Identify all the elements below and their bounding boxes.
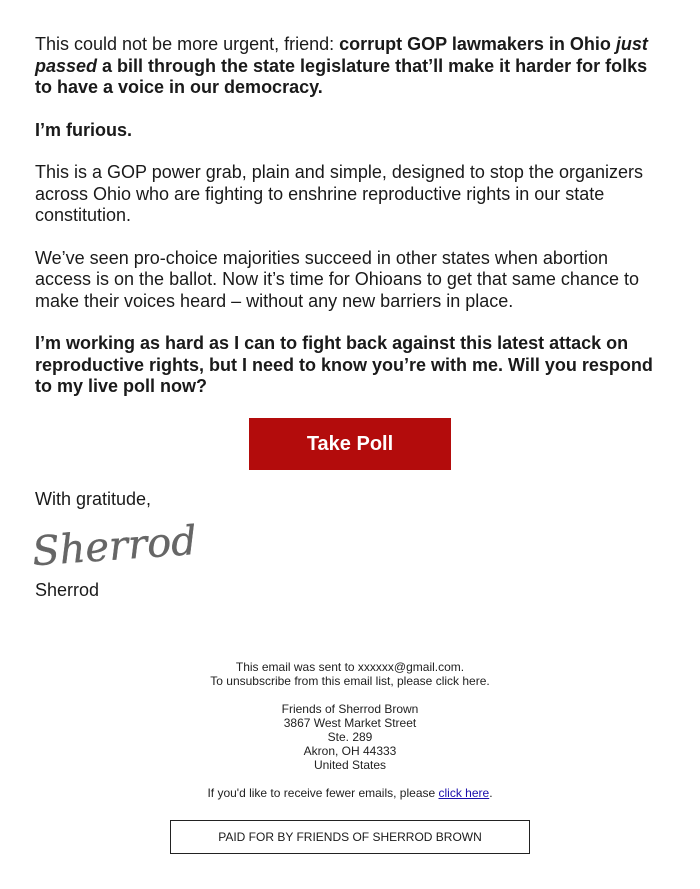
paragraph-urgent bbox=[35, 34, 660, 99]
urgent-bold-text: corrupt GOP lawmakers in Ohio bbox=[339, 34, 616, 54]
paragraph-furious: I’m furious. bbox=[35, 119, 133, 140]
sent-to-text: This email was sent to xxxxxx@gmail.com. bbox=[235, 660, 465, 674]
fewer-emails-link[interactable]: click here bbox=[438, 786, 490, 800]
paid-for-disclaimer: PAID FOR BY FRIENDS OF SHERROD BROWN bbox=[170, 820, 530, 854]
fewer-emails-text: If you'd like to receive fewer emails, please bbox=[207, 786, 439, 800]
urgent-bold-italic-text: just passed bbox=[35, 34, 648, 76]
unsubscribe-text[interactable]: To unsubscribe from this email list, please click here. bbox=[210, 674, 490, 688]
org-name: Friends of Sherrod Brown bbox=[281, 702, 419, 716]
paragraph-call-to-action: I’m working as hard as I can to fight back against this latest attack on reproductive rights, but I need to know you’re with me. Will you respond to my live poll now? bbox=[35, 333, 653, 396]
suite-number: Ste. 289 bbox=[327, 730, 373, 744]
country: United States bbox=[313, 758, 387, 772]
urgent-lead-text: This could not be more urgent, friend: bbox=[35, 34, 340, 54]
email-body bbox=[35, 34, 660, 419]
closing-text: With gratitude, bbox=[35, 489, 152, 509]
signer-name: Sherrod bbox=[35, 580, 100, 600]
street-address: 3867 West Market Street bbox=[283, 716, 417, 730]
take-poll-button[interactable]: Take Poll bbox=[249, 418, 451, 470]
footer bbox=[0, 660, 700, 800]
footer-notice bbox=[0, 660, 700, 688]
fewer-emails-period: . bbox=[489, 786, 493, 800]
paragraph-power-grab: This is a GOP power grab, plain and simple, designed to stop the organizers across Ohio who are fighting to enshrine reproductive rights in our state constitution. bbox=[35, 162, 644, 225]
fewer-emails-line bbox=[0, 786, 700, 800]
city-state-zip: Akron, OH 44333 bbox=[303, 744, 397, 758]
paragraph-pro-choice: We’ve seen pro-choice majorities succeed in other states when abortion access is on the ballot. Now it’s time for Ohioans to get that same chance to make their voices heard – without any new barriers in place. bbox=[35, 247, 639, 311]
signature-image bbox=[30, 516, 199, 576]
take-poll-button-row bbox=[249, 418, 451, 470]
footer-address bbox=[0, 702, 700, 772]
signature-text: Sherrod bbox=[30, 517, 199, 576]
urgent-bold-text-2: a bill through the state legislature that’ll make it harder for folks to have a voice in our democracy. bbox=[35, 55, 648, 97]
